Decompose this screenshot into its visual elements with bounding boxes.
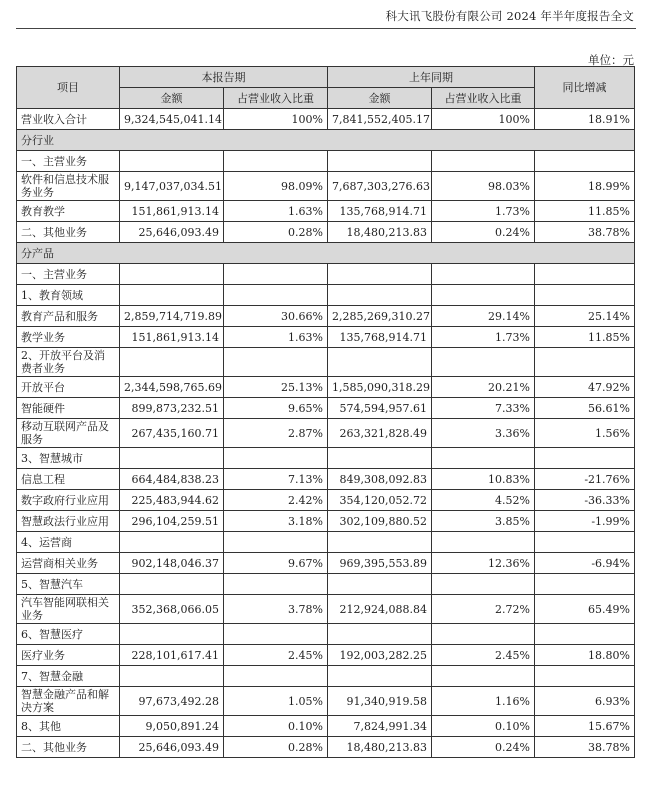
prior-amount-cell: 263,321,828.49 <box>328 419 432 448</box>
table-row <box>17 419 635 448</box>
prior-ratio-cell <box>432 151 535 172</box>
prior-ratio-cell: 4.52% <box>432 490 535 511</box>
col-header-prior-amount: 金额 <box>328 88 432 109</box>
prior-ratio-cell: 10.83% <box>432 469 535 490</box>
prior-ratio-cell: 0.24% <box>432 222 535 243</box>
prior-amount-cell: 302,109,880.52 <box>328 511 432 532</box>
prior-amount-cell <box>328 348 432 377</box>
prior-ratio-cell: 3.85% <box>432 511 535 532</box>
yoy-cell: 65.49% <box>535 595 635 624</box>
table-row <box>17 595 635 624</box>
prior-ratio-cell <box>432 285 535 306</box>
current-ratio-cell <box>224 574 328 595</box>
prior-amount-cell <box>328 574 432 595</box>
current-amount-cell <box>120 532 224 553</box>
prior-ratio-cell: 2.45% <box>432 645 535 666</box>
row-label: 2、开放平台及消费者业务 <box>17 348 120 377</box>
prior-amount-cell: 135,768,914.71 <box>328 327 432 348</box>
yoy-cell: 18.99% <box>535 172 635 201</box>
yoy-cell: -1.99% <box>535 511 635 532</box>
row-label: 软件和信息技术服务业务 <box>17 172 120 201</box>
current-amount-cell: 25,646,093.49 <box>120 222 224 243</box>
prior-amount-cell: 849,308,092.83 <box>328 469 432 490</box>
table-row <box>17 151 635 172</box>
table-row <box>17 222 635 243</box>
current-amount-cell: 225,483,944.62 <box>120 490 224 511</box>
current-ratio-cell: 25.13% <box>224 377 328 398</box>
prior-amount-cell: 1,585,090,318.29 <box>328 377 432 398</box>
yoy-cell: 6.93% <box>535 687 635 716</box>
yoy-cell: 38.78% <box>535 737 635 758</box>
prior-ratio-cell <box>432 348 535 377</box>
current-ratio-cell <box>224 264 328 285</box>
current-ratio-cell <box>224 285 328 306</box>
prior-amount-cell: 574,594,957.61 <box>328 398 432 419</box>
prior-amount-cell: 212,924,088.84 <box>328 595 432 624</box>
prior-amount-cell: 7,841,552,405.17 <box>328 109 432 130</box>
table-row <box>17 448 635 469</box>
prior-amount-cell <box>328 666 432 687</box>
current-amount-cell: 664,484,838.23 <box>120 469 224 490</box>
current-amount-cell <box>120 624 224 645</box>
prior-ratio-cell: 3.36% <box>432 419 535 448</box>
prior-ratio-cell: 0.24% <box>432 737 535 758</box>
table-row <box>17 553 635 574</box>
current-amount-cell <box>120 285 224 306</box>
current-amount-cell <box>120 574 224 595</box>
row-label: 开放平台 <box>17 377 120 398</box>
current-ratio-cell: 1.63% <box>224 327 328 348</box>
prior-ratio-cell <box>432 532 535 553</box>
yoy-cell: 56.61% <box>535 398 635 419</box>
yoy-cell: -6.94% <box>535 553 635 574</box>
table-row <box>17 109 635 130</box>
revenue-composition-table <box>16 66 635 758</box>
current-amount-cell: 2,344,598,765.69 <box>120 377 224 398</box>
row-label: 5、智慧汽车 <box>17 574 120 595</box>
current-amount-cell: 267,435,160.71 <box>120 419 224 448</box>
table-body <box>17 109 635 758</box>
yoy-cell <box>535 151 635 172</box>
row-label: 移动互联网产品及服务 <box>17 419 120 448</box>
prior-amount-cell <box>328 532 432 553</box>
table-row <box>17 574 635 595</box>
yoy-cell: 11.85% <box>535 201 635 222</box>
current-amount-cell: 352,368,066.05 <box>120 595 224 624</box>
prior-amount-cell: 135,768,914.71 <box>328 201 432 222</box>
current-ratio-cell: 3.78% <box>224 595 328 624</box>
current-amount-cell: 228,101,617.41 <box>120 645 224 666</box>
row-label: 数字政府行业应用 <box>17 490 120 511</box>
current-ratio-cell: 2.42% <box>224 490 328 511</box>
current-ratio-cell <box>224 666 328 687</box>
current-ratio-cell: 98.09% <box>224 172 328 201</box>
row-label: 3、智慧城市 <box>17 448 120 469</box>
current-ratio-cell <box>224 348 328 377</box>
current-ratio-cell: 100% <box>224 109 328 130</box>
current-ratio-cell: 2.87% <box>224 419 328 448</box>
current-ratio-cell: 9.65% <box>224 398 328 419</box>
row-label: 教育教学 <box>17 201 120 222</box>
prior-amount-cell <box>328 264 432 285</box>
current-amount-cell: 151,861,913.14 <box>120 327 224 348</box>
prior-amount-cell <box>328 448 432 469</box>
prior-ratio-cell <box>432 666 535 687</box>
table-row <box>17 645 635 666</box>
prior-ratio-cell: 20.21% <box>432 377 535 398</box>
prior-ratio-cell <box>432 624 535 645</box>
table-row <box>17 285 635 306</box>
table-row <box>17 469 635 490</box>
row-label: 一、主营业务 <box>17 264 120 285</box>
current-ratio-cell: 9.67% <box>224 553 328 574</box>
current-ratio-cell <box>224 532 328 553</box>
col-header-current-amount: 金额 <box>120 88 224 109</box>
row-label: 智能硬件 <box>17 398 120 419</box>
prior-amount-cell <box>328 624 432 645</box>
yoy-cell: 18.91% <box>535 109 635 130</box>
prior-ratio-cell: 1.73% <box>432 201 535 222</box>
yoy-cell: 11.85% <box>535 327 635 348</box>
table-row <box>17 306 635 327</box>
current-ratio-cell: 0.28% <box>224 737 328 758</box>
prior-amount-cell: 354,120,052.72 <box>328 490 432 511</box>
row-label: 一、主营业务 <box>17 151 120 172</box>
prior-amount-cell: 91,340,919.58 <box>328 687 432 716</box>
prior-amount-cell: 969,395,553.89 <box>328 553 432 574</box>
prior-amount-cell <box>328 151 432 172</box>
col-header-prior-period: 上年同期 <box>328 67 535 88</box>
yoy-cell: -21.76% <box>535 469 635 490</box>
prior-ratio-cell: 12.36% <box>432 553 535 574</box>
prior-ratio-cell: 2.72% <box>432 595 535 624</box>
table-row <box>17 737 635 758</box>
yoy-cell <box>535 624 635 645</box>
prior-ratio-cell: 1.16% <box>432 687 535 716</box>
row-label: 营业收入合计 <box>17 109 120 130</box>
prior-ratio-cell: 1.73% <box>432 327 535 348</box>
table-row <box>17 511 635 532</box>
report-header-title: 科大讯飞股份有限公司 2024 年半年度报告全文 <box>385 9 634 23</box>
yoy-cell: 1.56% <box>535 419 635 448</box>
current-ratio-cell <box>224 448 328 469</box>
table-row <box>17 348 635 377</box>
current-ratio-cell: 1.05% <box>224 687 328 716</box>
unit-label: 单位：元 <box>588 53 634 67</box>
col-header-prior-ratio: 占营业收入比重 <box>432 88 535 109</box>
yoy-cell <box>535 666 635 687</box>
row-label: 智慧金融产品和解决方案 <box>17 687 120 716</box>
prior-ratio-cell: 100% <box>432 109 535 130</box>
row-label: 汽车智能网联相关业务 <box>17 595 120 624</box>
current-ratio-cell: 7.13% <box>224 469 328 490</box>
yoy-cell <box>535 448 635 469</box>
table-row <box>17 687 635 716</box>
current-amount-cell: 9,050,891.24 <box>120 716 224 737</box>
row-label: 智慧政法行业应用 <box>17 511 120 532</box>
prior-ratio-cell: 98.03% <box>432 172 535 201</box>
current-amount-cell <box>120 348 224 377</box>
current-amount-cell: 296,104,259.51 <box>120 511 224 532</box>
yoy-cell: 15.67% <box>535 716 635 737</box>
current-amount-cell <box>120 448 224 469</box>
table-row <box>17 666 635 687</box>
table-row <box>17 624 635 645</box>
col-header-current-ratio: 占营业收入比重 <box>224 88 328 109</box>
table-row <box>17 377 635 398</box>
row-label: 1、教育领域 <box>17 285 120 306</box>
row-label: 信息工程 <box>17 469 120 490</box>
row-label: 二、其他业务 <box>17 222 120 243</box>
yoy-cell: 47.92% <box>535 377 635 398</box>
current-ratio-cell: 2.45% <box>224 645 328 666</box>
col-header-current-period: 本报告期 <box>120 67 328 88</box>
prior-ratio-cell <box>432 264 535 285</box>
current-amount-cell: 97,673,492.28 <box>120 687 224 716</box>
row-label: 4、运营商 <box>17 532 120 553</box>
current-ratio-cell: 30.66% <box>224 306 328 327</box>
current-ratio-cell <box>224 624 328 645</box>
prior-ratio-cell: 29.14% <box>432 306 535 327</box>
row-label: 运营商相关业务 <box>17 553 120 574</box>
current-amount-cell: 151,861,913.14 <box>120 201 224 222</box>
current-ratio-cell <box>224 151 328 172</box>
current-amount-cell: 902,148,046.37 <box>120 553 224 574</box>
yoy-cell: -36.33% <box>535 490 635 511</box>
yoy-cell: 25.14% <box>535 306 635 327</box>
yoy-cell <box>535 285 635 306</box>
current-amount-cell: 9,324,545,041.14 <box>120 109 224 130</box>
row-label: 8、其他 <box>17 716 120 737</box>
current-amount-cell: 9,147,037,034.51 <box>120 172 224 201</box>
prior-amount-cell: 7,687,303,276.63 <box>328 172 432 201</box>
current-amount-cell: 25,646,093.49 <box>120 737 224 758</box>
current-ratio-cell: 0.28% <box>224 222 328 243</box>
prior-amount-cell <box>328 285 432 306</box>
table-row <box>17 398 635 419</box>
yoy-cell <box>535 348 635 377</box>
current-ratio-cell: 3.18% <box>224 511 328 532</box>
yoy-cell <box>535 264 635 285</box>
current-ratio-cell: 0.10% <box>224 716 328 737</box>
prior-ratio-cell: 7.33% <box>432 398 535 419</box>
prior-amount-cell: 2,285,269,310.27 <box>328 306 432 327</box>
yoy-cell: 38.78% <box>535 222 635 243</box>
yoy-cell <box>535 532 635 553</box>
row-label: 7、智慧金融 <box>17 666 120 687</box>
section-label: 分产品 <box>17 243 635 264</box>
current-amount-cell <box>120 264 224 285</box>
current-amount-cell <box>120 666 224 687</box>
table-row <box>17 264 635 285</box>
section-row <box>17 130 635 151</box>
yoy-cell: 18.80% <box>535 645 635 666</box>
prior-ratio-cell <box>432 574 535 595</box>
row-label: 二、其他业务 <box>17 737 120 758</box>
prior-ratio-cell <box>432 448 535 469</box>
row-label: 教学业务 <box>17 327 120 348</box>
prior-amount-cell: 7,824,991.34 <box>328 716 432 737</box>
current-amount-cell <box>120 151 224 172</box>
current-ratio-cell: 1.63% <box>224 201 328 222</box>
table-row <box>17 716 635 737</box>
current-amount-cell: 899,873,232.51 <box>120 398 224 419</box>
yoy-cell <box>535 574 635 595</box>
table-row <box>17 172 635 201</box>
table-row <box>17 532 635 553</box>
current-amount-cell: 2,859,714,719.89 <box>120 306 224 327</box>
table-row <box>17 327 635 348</box>
col-header-yoy: 同比增减 <box>535 67 635 109</box>
prior-amount-cell: 18,480,213.83 <box>328 222 432 243</box>
prior-amount-cell: 192,003,282.25 <box>328 645 432 666</box>
col-header-item: 项目 <box>17 67 120 109</box>
section-row <box>17 243 635 264</box>
row-label: 6、智慧医疗 <box>17 624 120 645</box>
section-label: 分行业 <box>17 130 635 151</box>
table-row <box>17 201 635 222</box>
prior-ratio-cell: 0.10% <box>432 716 535 737</box>
row-label: 教育产品和服务 <box>17 306 120 327</box>
prior-amount-cell: 18,480,213.83 <box>328 737 432 758</box>
header-divider <box>16 28 636 29</box>
row-label: 医疗业务 <box>17 645 120 666</box>
table-row <box>17 490 635 511</box>
